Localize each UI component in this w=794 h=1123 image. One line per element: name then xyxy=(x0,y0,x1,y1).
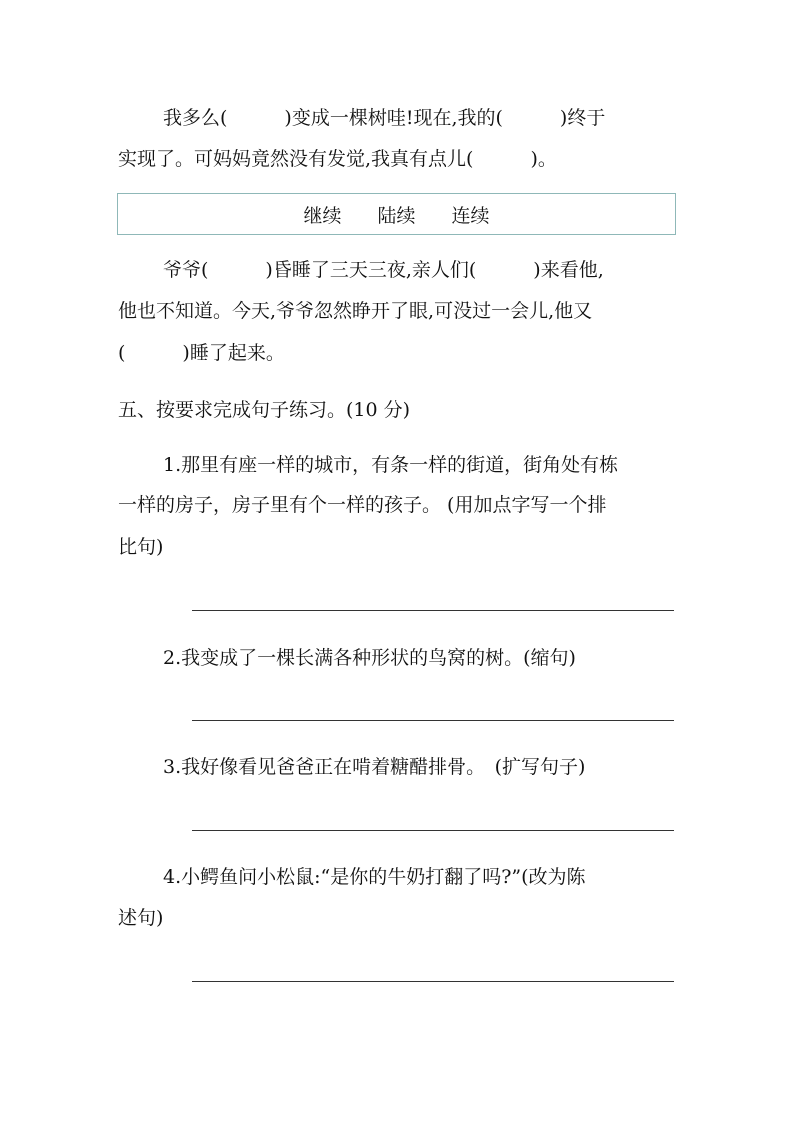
q4-line2: 述句) xyxy=(118,907,164,929)
q4-line1: 4.小鳄鱼问小松鼠:“是你的牛奶打翻了吗?”(改为陈 xyxy=(163,866,586,888)
q1-line3: 比句) xyxy=(118,536,164,558)
word-option-2: 陆续 xyxy=(377,204,416,227)
q3-text: 3.我好像看见爸爸正在啃着糖醋排骨。 (扩写句子) xyxy=(163,756,586,778)
word-option-3: 连续 xyxy=(451,204,490,227)
word-option-1: 继续 xyxy=(303,204,342,227)
q4-answer-line[interactable] xyxy=(192,981,674,982)
passage2-line2: 他也不知道。今天,爷爷忽然睁开了眼,可没过一会儿,他又 xyxy=(118,300,593,322)
q2-answer-line[interactable] xyxy=(192,720,674,721)
section5-title: 五、按要求完成句子练习。(10 分) xyxy=(118,399,411,421)
word-options-box xyxy=(117,193,676,235)
passage2-line1: 爷爷( )昏睡了三天三夜,亲人们( )来看他, xyxy=(163,259,604,281)
q1-line2: 一样的房子，房子里有个一样的孩子。 (用加点字写一个排 xyxy=(118,494,607,516)
passage1-line1: 我多么( )变成一棵树哇!现在,我的( )终于 xyxy=(163,107,606,129)
passage2-line3: ( )睡了起来。 xyxy=(118,342,285,364)
q1-answer-line[interactable] xyxy=(192,610,674,611)
passage1-line2: 实现了。可妈妈竟然没有发觉,我真有点儿( )。 xyxy=(118,148,557,170)
q3-answer-line[interactable] xyxy=(192,830,674,831)
q2-text: 2.我变成了一棵长满各种形状的鸟窝的树。(缩句) xyxy=(163,647,576,669)
q1-line1: 1.那里有座一样的城市，有条一样的街道，街角处有栋 xyxy=(163,454,619,476)
